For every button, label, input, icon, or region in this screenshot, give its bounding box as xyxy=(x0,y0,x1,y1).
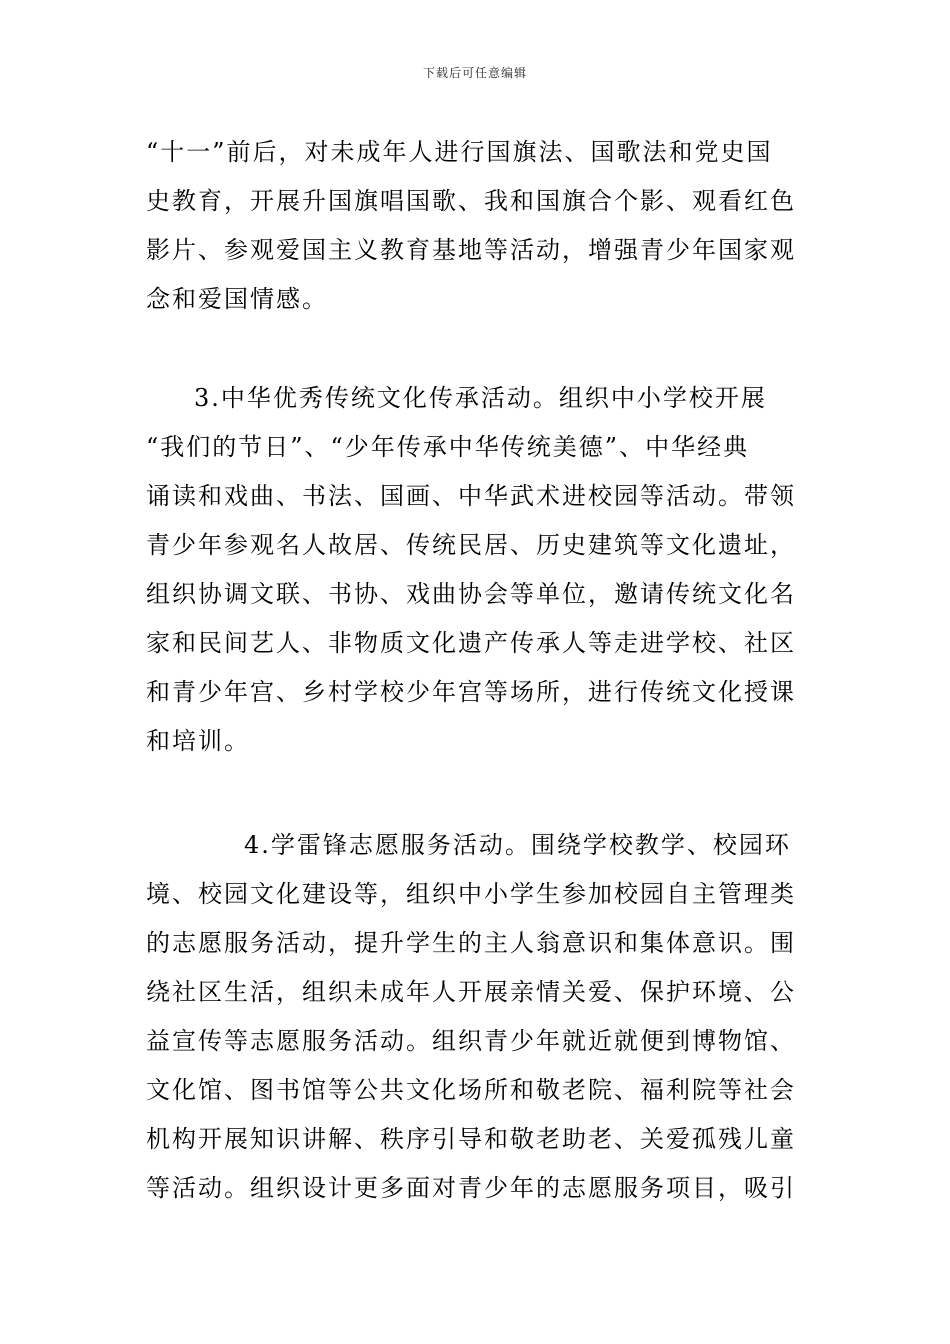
text-line: 和青少年宫、乡村学校少年宫等场所，进行传统文化授课 xyxy=(146,678,796,706)
text-line: “我们的节日”、“少年传承中华传统美德”、中华经典 xyxy=(146,433,750,461)
text-line: 3.中华优秀传统文化传承活动。组织中小学校开展 xyxy=(194,384,767,412)
text-line: 益宣传等志愿服务活动。组织青少年就近就便到博物馆、 xyxy=(146,1027,796,1055)
text-line: 文化馆、图书馆等公共文化场所和敬老院、福利院等社会 xyxy=(146,1076,796,1104)
text-line: 家和民间艺人、非物质文化遗产传承人等走进学校、社区 xyxy=(146,629,796,657)
text-line: 诵读和戏曲、书法、国画、中华武术进校园等活动。带领 xyxy=(146,482,796,510)
text-line: 影片、参观爱国主义教育基地等活动，增强青少年国家观 xyxy=(146,236,796,264)
text-line: 绕社区生活，组织未成年人开展亲情关爱、保护环境、公 xyxy=(146,978,796,1006)
page-header: 下载后可任意编辑 xyxy=(422,66,527,80)
text-line: 的志愿服务活动，提升学生的主人翁意识和集体意识。围 xyxy=(146,929,796,957)
text-line: 史教育，开展升国旗唱国歌、我和国旗合个影、观看红色 xyxy=(146,187,796,215)
text-line: 组织协调文联、书协、戏曲协会等单位，邀请传统文化名 xyxy=(146,580,796,608)
text-line: 4.学雷锋志愿服务活动。围绕学校教学、校园环 xyxy=(244,831,791,859)
text-line: 境、校园文化建设等，组织中小学生参加校园自主管理类 xyxy=(146,880,796,908)
text-line: “十一”前后，对未成年人进行国旗法、国歌法和党史国 xyxy=(146,138,773,166)
text-line: 机构开展知识讲解、秩序引导和敬老助老、关爱孤残儿童 xyxy=(146,1125,796,1153)
text-line: 念和爱国情感。 xyxy=(146,285,328,313)
text-line: 和培训。 xyxy=(146,727,250,755)
text-line: 青少年参观名人故居、传统民居、历史建筑等文化遗址， xyxy=(146,531,796,559)
text-line: 等活动。组织设计更多面对青少年的志愿服务项目，吸引 xyxy=(146,1174,796,1202)
